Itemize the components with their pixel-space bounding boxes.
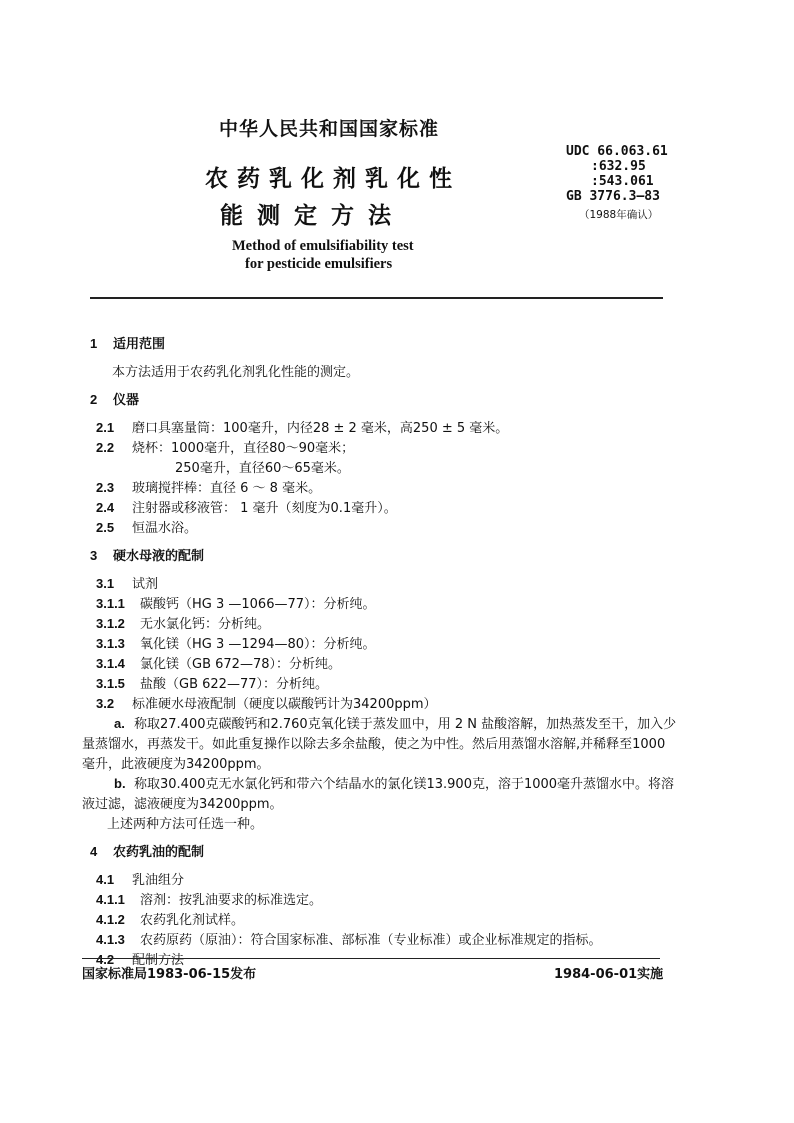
clause-number: 2.3 [96, 480, 115, 495]
clause-number: 3.1.4 [96, 656, 125, 671]
clause-number: 4.1.2 [96, 912, 125, 927]
section-2-heading [90, 389, 139, 408]
confirmation-note: （1988年确认） [579, 209, 659, 221]
clause-text: 恒温水浴。 [132, 521, 198, 536]
section-1-heading [90, 333, 165, 352]
clause-text: 标准硬水母液配制（硬度以碳酸钙计为34200ppm） [132, 697, 437, 712]
clause-text: 试剂 [132, 577, 159, 592]
udc-code-line-1: UDC 66.063.61 [566, 144, 668, 159]
paragraph-a-line-3: 毫升，此液硬度为34200ppm。 [82, 757, 270, 772]
clause-number: 2.5 [96, 520, 115, 535]
section-1-body: 本方法适用于农药乳化剂乳化性能的测定。 [112, 365, 360, 380]
clause-number: 3.1.3 [96, 636, 125, 651]
paragraph-b-text: 称取30.400克无水氯化钙和带六个结晶水的氯化镁13.900克，溶于1000毫升蒸馏水中。将溶 [134, 777, 675, 792]
list-item [96, 497, 397, 516]
clause-text: 烧杯：1000毫升，直径80～90毫米； [132, 441, 355, 456]
list-item [96, 633, 376, 652]
section-4-heading [90, 841, 204, 860]
clause-text: 氧化镁（HG 3 —1294—80）：分析纯。 [140, 637, 376, 652]
footer-divider [82, 958, 660, 959]
clause-text: 盐酸（GB 622—77）：分析纯。 [140, 677, 328, 692]
clause-number: 4.1 [96, 872, 115, 887]
clause-number: 3.1.5 [96, 676, 125, 691]
clause-text: 乳油组分 [132, 873, 185, 888]
list-item [96, 573, 158, 592]
clause-text: 注射器或移液管： 1 毫升（刻度为0.1毫升）。 [132, 501, 397, 516]
section-3-title: 硬水母液的配制 [113, 549, 205, 564]
section-3-number: 3 [90, 548, 98, 563]
section-2-title: 仪器 [113, 393, 140, 408]
effective-date: 1984-06-01实施 [554, 967, 664, 982]
list-item [96, 869, 184, 888]
clause-number: 4.1.1 [96, 892, 125, 907]
clause-number: 3.1 [96, 576, 115, 591]
section-4-number: 4 [90, 844, 98, 859]
paragraph-a-line-2: 量蒸馏水，再蒸发干。如此重复操作以除去多余盐酸，使之为中性。然后用蒸馏水溶解,并稀释至1000 [82, 737, 666, 752]
list-item [96, 417, 508, 436]
clause-number: 3.1.1 [96, 596, 125, 611]
list-item [96, 593, 376, 612]
clause-text: 250毫升，直径60～65毫米。 [175, 461, 350, 476]
paragraph-a-label: a. [114, 716, 125, 731]
clause-text: 溶剂：按乳油要求的标准选定。 [140, 893, 323, 908]
gb-standard-code: GB 3776.3—83 [566, 189, 660, 204]
document-title-line-1: 农药乳化剂乳化性 [205, 166, 461, 192]
paragraph-b-line-1 [114, 773, 674, 792]
clause-text: 农药乳化剂试样。 [140, 913, 245, 928]
list-item [96, 693, 437, 712]
standard-org-heading: 中华人民共和国国家标准 [219, 118, 440, 140]
english-title-line-2: for pesticide emulsifiers [245, 256, 393, 272]
list-item [175, 457, 350, 476]
clause-text: 农药原药（原油）：符合国家标准、部标准（专业标准）或企业标准规定的指标。 [140, 933, 602, 948]
paragraph-b-label: b. [114, 776, 126, 791]
clause-number: 3.1.2 [96, 616, 125, 631]
udc-code-line-3: :543.061 [591, 174, 654, 189]
header-divider [90, 297, 663, 299]
section-2-number: 2 [90, 392, 98, 407]
clause-number: 2.1 [96, 420, 115, 435]
clause-text: 氯化镁（GB 672—78）：分析纯。 [140, 657, 341, 672]
clause-number: 4.2 [96, 952, 115, 967]
section-4-title: 农药乳油的配制 [113, 845, 205, 860]
udc-code-line-2: :632.95 [591, 159, 646, 174]
list-item [96, 929, 602, 948]
clause-text: 磨口具塞量筒：100毫升，内径28 ± 2 毫米，高250 ± 5 毫米。 [132, 421, 509, 436]
list-item [96, 653, 341, 672]
section-1-number: 1 [90, 336, 98, 351]
list-item [96, 909, 244, 928]
method-choice-note: 上述两种方法可任选一种。 [107, 817, 264, 832]
list-item [96, 673, 328, 692]
paragraph-a-text: 称取27.400克碳酸钙和2.760克氧化镁于蒸发皿中，用 2 N 盐酸溶解，加热蒸发至干，加入少 [134, 717, 677, 732]
list-item [96, 477, 321, 496]
document-title-line-2: 能测定方法 [220, 203, 405, 229]
clause-text: 配制方法 [132, 953, 185, 968]
english-title-line-1: Method of emulsifiability test [232, 238, 414, 254]
paragraph-a-line-1 [114, 713, 676, 732]
list-item [96, 437, 354, 456]
clause-number: 3.2 [96, 696, 115, 711]
list-item [96, 517, 197, 536]
clause-number: 4.1.3 [96, 932, 125, 947]
list-item [96, 613, 270, 632]
clause-number: 2.4 [96, 500, 115, 515]
issue-date: 国家标准局1983-06-15发布 [82, 967, 257, 982]
section-1-title: 适用范围 [113, 337, 166, 352]
clause-text: 玻璃搅拌棒：直径 6 ～ 8 毫米。 [132, 481, 322, 496]
section-3-heading [90, 545, 204, 564]
clause-text: 无水氯化钙：分析纯。 [140, 617, 271, 632]
paragraph-b-line-2: 液过滤，滤液硬度为34200ppm。 [82, 797, 283, 812]
list-item [96, 889, 322, 908]
clause-number: 2.2 [96, 440, 115, 455]
clause-text: 碳酸钙（HG 3 —1066—77）：分析纯。 [140, 597, 376, 612]
